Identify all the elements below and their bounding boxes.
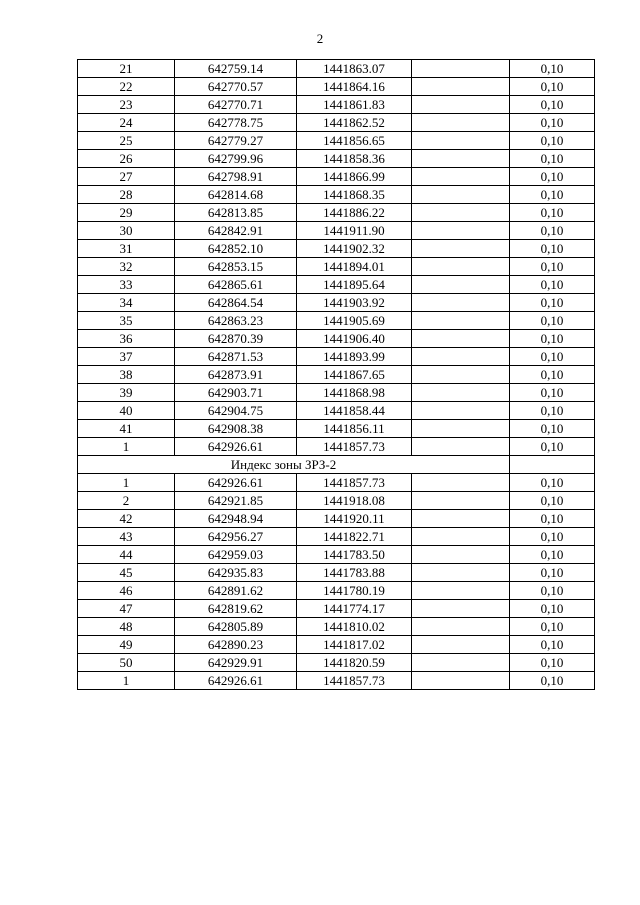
point-number-cell: 49 [78,636,175,654]
point-number-cell: 25 [78,132,175,150]
point-number-cell: 27 [78,168,175,186]
x-coordinate-cell: 642819.62 [175,600,297,618]
table-row [78,60,595,78]
x-coordinate-cell: 642805.89 [175,618,297,636]
method-cell [412,240,510,258]
point-number-cell: 30 [78,222,175,240]
accuracy-cell: 0,10 [510,186,595,204]
table-row [78,186,595,204]
x-coordinate-cell: 642908.38 [175,420,297,438]
y-coordinate-cell: 1441864.16 [297,78,412,96]
point-number-cell: 43 [78,528,175,546]
method-cell [412,384,510,402]
table-row [78,438,595,456]
zone-header-row [78,456,595,474]
point-number-cell: 1 [78,672,175,690]
accuracy-cell: 0,10 [510,150,595,168]
table-row [78,528,595,546]
method-cell [412,564,510,582]
point-number-cell: 34 [78,294,175,312]
x-coordinate-cell: 642779.27 [175,132,297,150]
accuracy-cell: 0,10 [510,348,595,366]
method-cell [412,402,510,420]
accuracy-cell: 0,10 [510,474,595,492]
method-cell [412,276,510,294]
y-coordinate-cell: 1441918.08 [297,492,412,510]
x-coordinate-cell: 642926.61 [175,672,297,690]
method-cell [412,672,510,690]
y-coordinate-cell: 1441817.02 [297,636,412,654]
zone-accuracy-blank-cell [510,456,595,474]
point-number-cell: 48 [78,618,175,636]
method-cell [412,438,510,456]
accuracy-cell: 0,10 [510,240,595,258]
method-cell [412,474,510,492]
point-number-cell: 47 [78,600,175,618]
table-row [78,78,595,96]
table-row [78,150,595,168]
table-row [78,672,595,690]
point-number-cell: 42 [78,510,175,528]
table-row [78,384,595,402]
table-row [78,240,595,258]
table-row [78,114,595,132]
y-coordinate-cell: 1441857.73 [297,438,412,456]
method-cell [412,636,510,654]
table-row [78,510,595,528]
point-number-cell: 41 [78,420,175,438]
point-number-cell: 32 [78,258,175,276]
y-coordinate-cell: 1441894.01 [297,258,412,276]
y-coordinate-cell: 1441911.90 [297,222,412,240]
y-coordinate-cell: 1441866.99 [297,168,412,186]
coordinates-table [77,59,595,690]
zone-label: Индекс зоны ЗРЗ-2 [78,456,510,474]
x-coordinate-cell: 642778.75 [175,114,297,132]
point-number-cell: 2 [78,492,175,510]
accuracy-cell: 0,10 [510,636,595,654]
accuracy-cell: 0,10 [510,96,595,114]
accuracy-cell: 0,10 [510,222,595,240]
table-row [78,312,595,330]
point-number-cell: 46 [78,582,175,600]
method-cell [412,312,510,330]
point-number-cell: 36 [78,330,175,348]
table-row [78,474,595,492]
x-coordinate-cell: 642904.75 [175,402,297,420]
x-coordinate-cell: 642891.62 [175,582,297,600]
point-number-cell: 40 [78,402,175,420]
table-row [78,366,595,384]
y-coordinate-cell: 1441780.19 [297,582,412,600]
method-cell [412,132,510,150]
x-coordinate-cell: 642921.85 [175,492,297,510]
table-row [78,420,595,438]
x-coordinate-cell: 642959.03 [175,546,297,564]
accuracy-cell: 0,10 [510,402,595,420]
x-coordinate-cell: 642865.61 [175,276,297,294]
y-coordinate-cell: 1441857.73 [297,672,412,690]
point-number-cell: 35 [78,312,175,330]
y-coordinate-cell: 1441822.71 [297,528,412,546]
y-coordinate-cell: 1441810.02 [297,618,412,636]
table-row [78,204,595,222]
y-coordinate-cell: 1441820.59 [297,654,412,672]
y-coordinate-cell: 1441920.11 [297,510,412,528]
method-cell [412,582,510,600]
x-coordinate-cell: 642864.54 [175,294,297,312]
method-cell [412,348,510,366]
method-cell [412,546,510,564]
accuracy-cell: 0,10 [510,492,595,510]
y-coordinate-cell: 1441863.07 [297,60,412,78]
table-row [78,618,595,636]
accuracy-cell: 0,10 [510,114,595,132]
table-row [78,492,595,510]
table-row [78,132,595,150]
y-coordinate-cell: 1441856.11 [297,420,412,438]
method-cell [412,600,510,618]
table-row [78,222,595,240]
x-coordinate-cell: 642852.10 [175,240,297,258]
method-cell [412,510,510,528]
table-row [78,96,595,114]
point-number-cell: 38 [78,366,175,384]
accuracy-cell: 0,10 [510,366,595,384]
method-cell [412,96,510,114]
point-number-cell: 29 [78,204,175,222]
method-cell [412,150,510,168]
x-coordinate-cell: 642798.91 [175,168,297,186]
point-number-cell: 1 [78,438,175,456]
point-number-cell: 33 [78,276,175,294]
y-coordinate-cell: 1441905.69 [297,312,412,330]
y-coordinate-cell: 1441774.17 [297,600,412,618]
page-number: 2 [316,31,324,46]
x-coordinate-cell: 642926.61 [175,474,297,492]
x-coordinate-cell: 642948.94 [175,510,297,528]
y-coordinate-cell: 1441903.92 [297,294,412,312]
accuracy-cell: 0,10 [510,384,595,402]
point-number-cell: 28 [78,186,175,204]
method-cell [412,654,510,672]
table-row [78,168,595,186]
method-cell [412,204,510,222]
accuracy-cell: 0,10 [510,618,595,636]
method-cell [412,618,510,636]
y-coordinate-cell: 1441857.73 [297,474,412,492]
x-coordinate-cell: 642956.27 [175,528,297,546]
accuracy-cell: 0,10 [510,258,595,276]
accuracy-cell: 0,10 [510,312,595,330]
point-number-cell: 39 [78,384,175,402]
accuracy-cell: 0,10 [510,510,595,528]
method-cell [412,366,510,384]
accuracy-cell: 0,10 [510,438,595,456]
coordinates-table-body [78,60,595,690]
x-coordinate-cell: 642770.57 [175,78,297,96]
accuracy-cell: 0,10 [510,546,595,564]
point-number-cell: 1 [78,474,175,492]
accuracy-cell: 0,10 [510,132,595,150]
y-coordinate-cell: 1441858.44 [297,402,412,420]
table-row [78,564,595,582]
method-cell [412,78,510,96]
y-coordinate-cell: 1441783.50 [297,546,412,564]
y-coordinate-cell: 1441868.35 [297,186,412,204]
y-coordinate-cell: 1441895.64 [297,276,412,294]
y-coordinate-cell: 1441906.40 [297,330,412,348]
table-row [78,402,595,420]
accuracy-cell: 0,10 [510,294,595,312]
y-coordinate-cell: 1441868.98 [297,384,412,402]
method-cell [412,294,510,312]
table-row [78,654,595,672]
x-coordinate-cell: 642799.96 [175,150,297,168]
method-cell [412,222,510,240]
table-row [78,546,595,564]
point-number-cell: 45 [78,564,175,582]
x-coordinate-cell: 642870.39 [175,330,297,348]
method-cell [412,528,510,546]
point-number-cell: 37 [78,348,175,366]
y-coordinate-cell: 1441856.65 [297,132,412,150]
accuracy-cell: 0,10 [510,60,595,78]
y-coordinate-cell: 1441858.36 [297,150,412,168]
accuracy-cell: 0,10 [510,528,595,546]
accuracy-cell: 0,10 [510,672,595,690]
accuracy-cell: 0,10 [510,78,595,96]
point-number-cell: 21 [78,60,175,78]
x-coordinate-cell: 642770.71 [175,96,297,114]
x-coordinate-cell: 642842.91 [175,222,297,240]
point-number-cell: 23 [78,96,175,114]
table-row [78,330,595,348]
y-coordinate-cell: 1441783.88 [297,564,412,582]
y-coordinate-cell: 1441893.99 [297,348,412,366]
accuracy-cell: 0,10 [510,276,595,294]
x-coordinate-cell: 642871.53 [175,348,297,366]
x-coordinate-cell: 642813.85 [175,204,297,222]
x-coordinate-cell: 642814.68 [175,186,297,204]
accuracy-cell: 0,10 [510,582,595,600]
method-cell [412,492,510,510]
table-row [78,276,595,294]
accuracy-cell: 0,10 [510,564,595,582]
method-cell [412,114,510,132]
table-row [78,258,595,276]
method-cell [412,186,510,204]
accuracy-cell: 0,10 [510,204,595,222]
accuracy-cell: 0,10 [510,330,595,348]
point-number-cell: 44 [78,546,175,564]
x-coordinate-cell: 642926.61 [175,438,297,456]
table-row [78,600,595,618]
point-number-cell: 50 [78,654,175,672]
point-number-cell: 31 [78,240,175,258]
x-coordinate-cell: 642759.14 [175,60,297,78]
y-coordinate-cell: 1441886.22 [297,204,412,222]
method-cell [412,420,510,438]
x-coordinate-cell: 642873.91 [175,366,297,384]
y-coordinate-cell: 1441902.32 [297,240,412,258]
x-coordinate-cell: 642929.91 [175,654,297,672]
x-coordinate-cell: 642863.23 [175,312,297,330]
x-coordinate-cell: 642890.23 [175,636,297,654]
table-row [78,348,595,366]
x-coordinate-cell: 642903.71 [175,384,297,402]
method-cell [412,168,510,186]
table-row [78,582,595,600]
y-coordinate-cell: 1441861.83 [297,96,412,114]
y-coordinate-cell: 1441862.52 [297,114,412,132]
table-row [78,636,595,654]
method-cell [412,258,510,276]
method-cell [412,60,510,78]
accuracy-cell: 0,10 [510,420,595,438]
y-coordinate-cell: 1441867.65 [297,366,412,384]
accuracy-cell: 0,10 [510,168,595,186]
point-number-cell: 26 [78,150,175,168]
table-row [78,294,595,312]
point-number-cell: 22 [78,78,175,96]
accuracy-cell: 0,10 [510,600,595,618]
point-number-cell: 24 [78,114,175,132]
x-coordinate-cell: 642853.15 [175,258,297,276]
x-coordinate-cell: 642935.83 [175,564,297,582]
accuracy-cell: 0,10 [510,654,595,672]
method-cell [412,330,510,348]
